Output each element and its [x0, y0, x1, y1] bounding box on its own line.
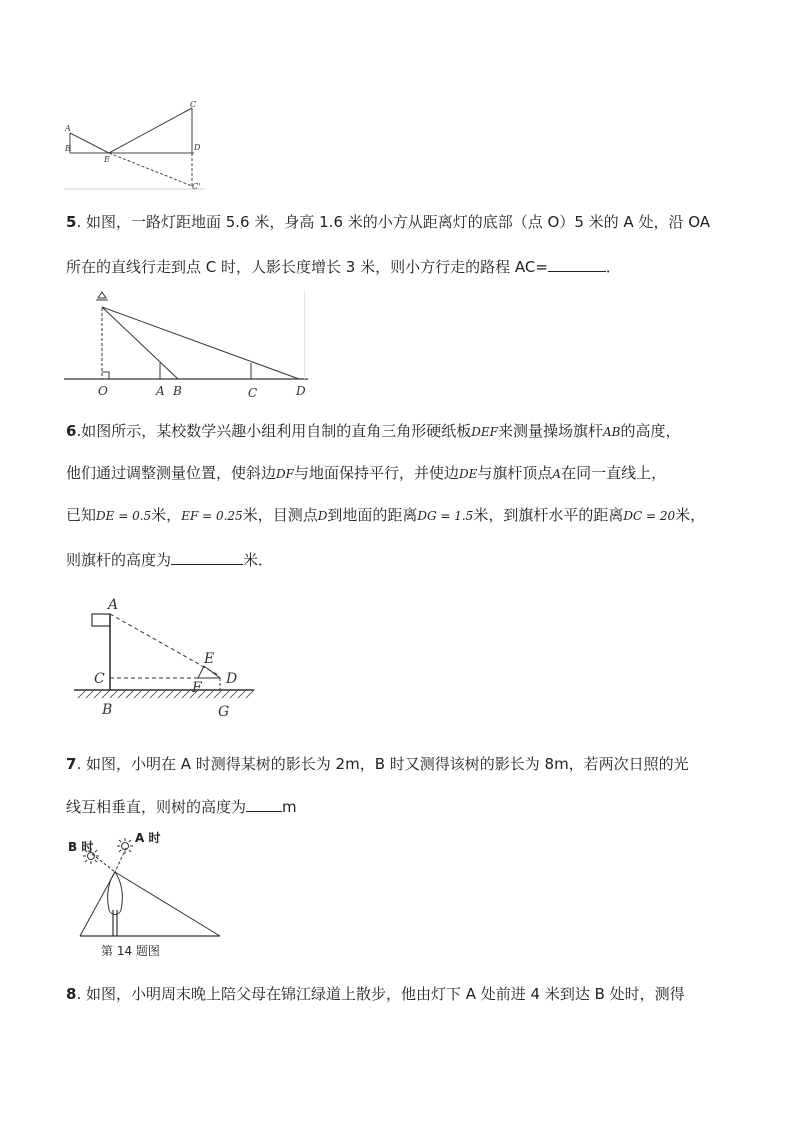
top-label-b: B	[65, 144, 71, 153]
q7-text-2a: 线互相垂直，则树的高度为	[66, 798, 247, 816]
text-run: 的高度，	[620, 422, 681, 440]
top-figure	[64, 96, 214, 196]
q6-number: 6	[66, 422, 77, 440]
q6-label-b: B	[102, 702, 113, 718]
text-run: 与地面保持平行，并使边	[293, 464, 459, 482]
q7-figure-caption: 第 14 题图	[101, 944, 160, 958]
math-expression: DC = 20	[623, 509, 676, 523]
math-expression: DF	[276, 467, 294, 481]
text-run: 到地面的距离	[327, 506, 418, 524]
q6-line-4	[66, 548, 273, 570]
q5-label-c: C	[248, 386, 258, 400]
math-expression: D	[317, 509, 328, 523]
text-run: 已知	[66, 506, 97, 524]
math-expression: A	[552, 467, 562, 481]
text-run: 米，	[675, 506, 706, 524]
q6-label-c: C	[94, 671, 105, 687]
q8-line-1	[66, 984, 685, 1004]
q6-answer-blank[interactable]	[171, 548, 243, 565]
q6-line-2-content	[66, 464, 666, 482]
q6-label-d: D	[226, 671, 238, 687]
top-label-a: A	[65, 124, 71, 133]
q7-text-1: . 如图，小明在 A 时测得某树的影长为 2m，B 时又测得该树的影长为 8m，若两次日照的光	[76, 755, 689, 773]
q6-line-1-content	[76, 422, 680, 440]
math-expression: DE	[458, 467, 478, 481]
q5-label-a: A	[156, 384, 165, 398]
q5-number: 5	[66, 213, 77, 231]
q7-label-b-time: B 时	[68, 840, 94, 854]
top-label-e: E	[104, 155, 110, 164]
q5-answer-blank[interactable]	[548, 255, 606, 272]
q5-text-3: ．	[605, 258, 621, 276]
q7-answer-blank[interactable]	[246, 795, 282, 812]
q6-figure	[74, 596, 264, 720]
q7-label-a-time: A 时	[135, 831, 161, 845]
q7-line-2	[66, 795, 297, 817]
text-run: 米，	[151, 506, 182, 524]
math-expression: DEF	[471, 425, 498, 439]
text-run: 米，目测点	[242, 506, 318, 524]
q6-label-a: A	[108, 597, 119, 613]
q8-text-1: . 如图，小明周末晚上陪父母在锦江绿道上散步，他由灯下 A 处前进 4 米到达 B 处时，测得	[76, 985, 685, 1003]
top-label-c-prime: C'	[192, 182, 201, 191]
q7-number: 7	[66, 755, 77, 773]
q5-label-b: B	[173, 384, 182, 398]
top-label-c: C	[190, 100, 197, 109]
q6-text-4b: 米．	[243, 551, 274, 569]
q6-label-g: G	[218, 704, 230, 720]
q5-figure	[64, 290, 314, 402]
math-expression: DE = 0.5	[96, 509, 152, 523]
q7-text-2b: m	[282, 798, 297, 816]
text-run: 他们通过调整测量位置，使斜边	[66, 464, 277, 482]
q5-label-d: D	[296, 384, 306, 398]
q5-text-2: 所在的直线行走到点 C 时，人影长度增长 3 米，则小方行走的路程 AC=	[66, 258, 548, 276]
q6-line-3-content	[66, 506, 705, 524]
text-run: .如图所示，某校数学兴趣小组利用自制的直角三角形硬纸板	[76, 422, 472, 440]
math-expression: EF = 0.25	[181, 509, 243, 523]
text-run: 米，到旗杆水平的距离	[473, 506, 624, 524]
q6-line-3	[66, 505, 705, 526]
q5-line-2	[66, 255, 621, 277]
math-expression: AB	[602, 425, 621, 439]
math-expression: DG = 1.5	[417, 509, 474, 523]
top-label-d: D	[194, 143, 201, 152]
q5-label-o: O	[98, 384, 108, 398]
text-run: 在同一直线上，	[561, 464, 667, 482]
text-run: 来测量操场旗杆	[497, 422, 603, 440]
q8-number: 8	[66, 985, 77, 1003]
q6-label-e: E	[204, 651, 215, 667]
q6-line-1	[66, 421, 680, 442]
q5-line-1	[66, 212, 710, 232]
q6-text-4a: 则旗杆的高度为	[66, 551, 172, 569]
q6-label-f: F	[192, 680, 202, 696]
text-run: 与旗杆顶点	[477, 464, 553, 482]
q7-line-1	[66, 754, 689, 774]
q6-line-2	[66, 463, 666, 484]
q5-text-1: . 如图，一路灯距地面 5.6 米，身高 1.6 米的小方从距离灯的底部（点 O）5 米的 A 处，沿 OA	[76, 213, 711, 231]
sun-icon-a	[117, 838, 133, 854]
